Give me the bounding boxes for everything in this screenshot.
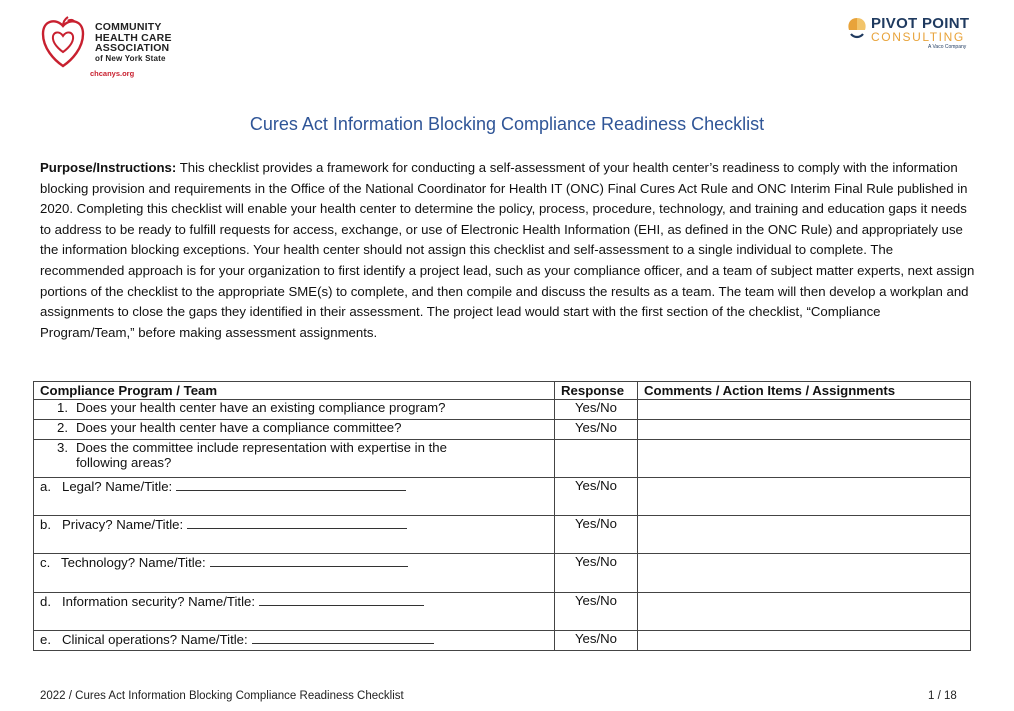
table-row [34, 554, 971, 593]
apple-heart-icon [40, 16, 86, 68]
name-title-line[interactable] [210, 554, 408, 567]
response-cell[interactable]: Yes/No [555, 478, 638, 516]
name-title-line[interactable] [187, 516, 407, 529]
response-cell[interactable]: Yes/No [555, 420, 638, 440]
table-row [34, 440, 971, 478]
question-cell [34, 440, 555, 478]
subitem-letter: d. [40, 594, 51, 609]
pivot-point-title: PIVOT POINT [871, 15, 970, 32]
question-text: Does your health center have a compliance committee? [76, 420, 402, 435]
subitem-letter: a. [40, 479, 51, 494]
comments-cell[interactable] [638, 440, 971, 478]
comments-cell[interactable] [638, 400, 971, 420]
question-cell [34, 420, 555, 440]
pivot-point-logo [845, 14, 975, 54]
table-row [34, 593, 971, 631]
comments-cell[interactable] [638, 478, 971, 516]
subitem-cell [34, 478, 555, 516]
table-header-row [34, 382, 971, 400]
subitem-text: Information security? Name/Title: [62, 594, 255, 609]
subitem-text: Privacy? Name/Title: [62, 517, 184, 532]
chcanys-logo [40, 16, 220, 82]
subitem-text: Legal? Name/Title: [62, 479, 173, 494]
question-text: Does your health center have an existing compliance program? [76, 400, 446, 415]
question-number: 3. [57, 440, 68, 455]
pivot-point-subtitle: CONSULTING [871, 30, 965, 44]
response-header: Response [555, 382, 638, 400]
subitem-letter: e. [40, 632, 51, 647]
name-title-line[interactable] [259, 593, 424, 606]
pivot-point-mark-icon [845, 16, 869, 44]
question-cell [34, 400, 555, 420]
question-number: 1. [57, 400, 68, 415]
chcanys-name: COMMUNITY HEALTH CARE ASSOCIATION of New York State [95, 21, 172, 63]
comments-cell[interactable] [638, 554, 971, 593]
footer-title: 2022 / Cures Act Information Blocking Compliance Readiness Checklist [40, 690, 404, 702]
name-title-line[interactable] [252, 631, 434, 644]
table-row [34, 516, 971, 554]
question-number: 2. [57, 420, 68, 435]
subitem-cell [34, 593, 555, 631]
checklist-table [33, 381, 971, 651]
subitem-text: Technology? Name/Title: [61, 555, 206, 570]
purpose-instructions [40, 158, 975, 343]
question-text: Does the committee include representation with expertise in the following areas? [76, 440, 447, 470]
comments-cell[interactable] [638, 593, 971, 631]
comments-cell[interactable] [638, 631, 971, 651]
name-title-line[interactable] [176, 478, 406, 491]
table-row [34, 631, 971, 651]
response-cell[interactable]: Yes/No [555, 554, 638, 593]
response-cell[interactable]: Yes/No [555, 400, 638, 420]
purpose-text: This checklist provides a framework for conducting a self-assessment of your health center’s readiness to comply with the information blocking provision and requirements in the Office of the National Coordinator for Health IT (ONC) Final Cures Act Rule and ONC Interim Final Rule published in 2020. Completing this checklist will enable your health center to determine the policy, process, procedure, technology, and training and education gaps it needs to address to be ready to fulfill requests for access, exchange, or use of Electronic Health Information (EHI, as defined in the ONC Rule) and appropriately use the information blocking exceptions. Your health center should not assign this checklist and self-assessment to a single individual to complete. The recommended approach is for your organization to first identify a project lead, such as your compliance officer, and a team of subject matter experts, next assign portions of the checklist to the appropriate SME(s) to complete, and then compile and discuss the results as a team. The team will then develop a workplan and assignments to close the gaps they identified in their assessment. The project lead would start with the first section of the checklist, “Compliance Program/Team,” before making assessment assignments. [40, 160, 975, 340]
subitem-text: Clinical operations? Name/Title: [62, 632, 248, 647]
section-header: Compliance Program / Team [34, 382, 555, 400]
comments-cell[interactable] [638, 516, 971, 554]
comments-header: Comments / Action Items / Assignments [638, 382, 971, 400]
subitem-cell [34, 516, 555, 554]
page-number: 1 / 18 [928, 690, 957, 702]
response-cell[interactable]: Yes/No [555, 593, 638, 631]
table-row [34, 400, 971, 420]
purpose-label: Purpose/Instructions: [40, 160, 177, 175]
document-title: Cures Act Information Blocking Compliance Readiness Checklist [249, 114, 765, 134]
table-row [34, 420, 971, 440]
table-row [34, 478, 971, 516]
subitem-cell [34, 631, 555, 651]
comments-cell[interactable] [638, 420, 971, 440]
response-cell[interactable]: Yes/No [555, 516, 638, 554]
response-cell[interactable] [555, 440, 638, 478]
chcanys-url: chcanys.org [90, 69, 135, 78]
pivot-point-tag: A Vaco Company [928, 44, 967, 50]
response-cell[interactable]: Yes/No [555, 631, 638, 651]
subitem-cell [34, 554, 555, 593]
subitem-letter: c. [40, 555, 51, 570]
subitem-letter: b. [40, 517, 51, 532]
